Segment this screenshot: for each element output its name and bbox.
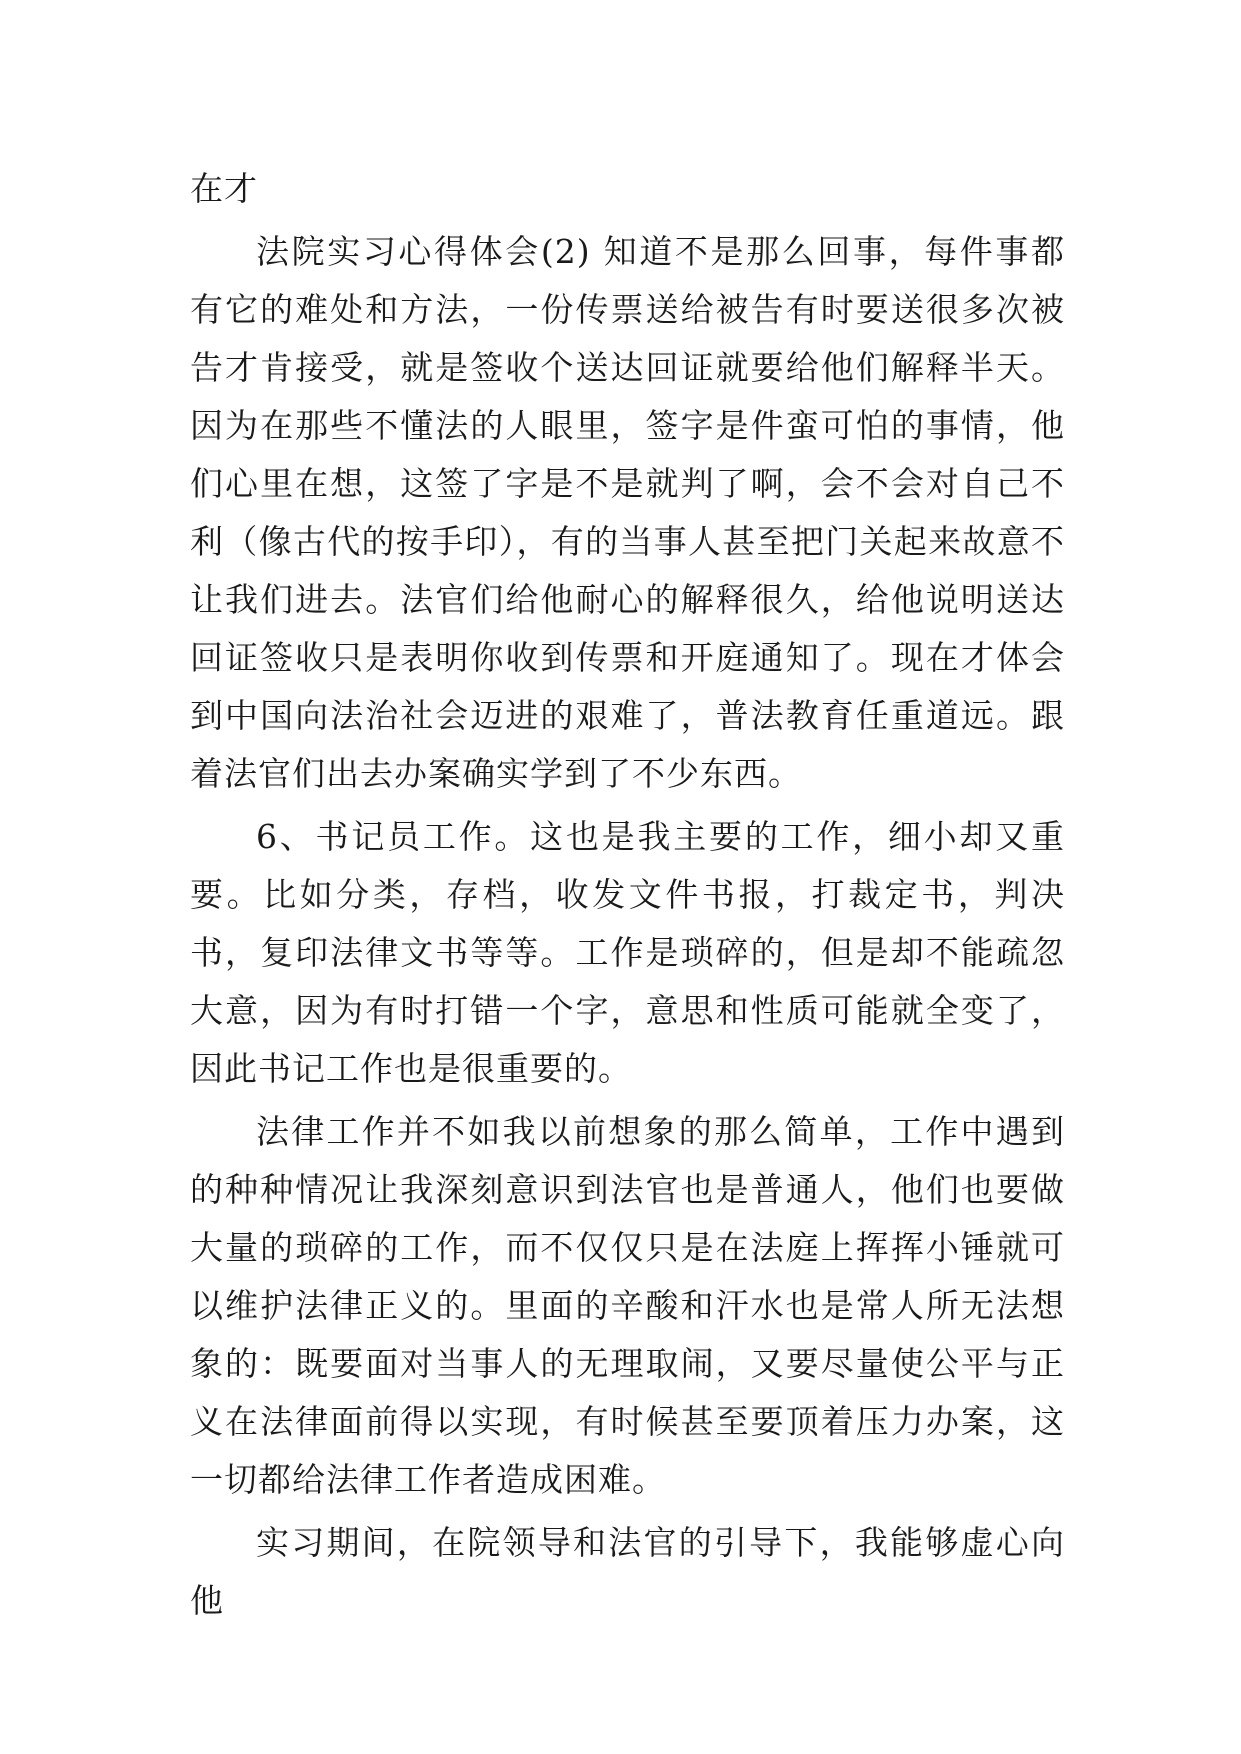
paragraph-clerk-work: 6、书记员工作。这也是我主要的工作，细小却又重要。比如分类，存档，收发文件书报，打裁定书，判决书，复印法律文书等等。工作是琐碎的，但是却不能疏忽大意，因为有时打错一个字，意思和性质可能就全变了，因此书记工作也是很重要的。 bbox=[190, 817, 1065, 1088]
document-body bbox=[190, 160, 1065, 1635]
paragraph-continuation: 在才 bbox=[190, 169, 258, 208]
paragraph-court-experience: 法院实习心得体会(2) 知道不是那么回事，每件事都有它的难处和方法，一份传票送给被告有时要送很多次被告才肯接受，就是签收个送达回证就要给他们解释半天。因为在那些不懂法的人眼里，签字是件蛮可怕的事情，他们心里在想，这签了字是不是就判了啊，会不会对自己不利（像古代的按手印），有的当事人甚至把门关起来故意不让我们进去。法官们给他耐心的解释很久，给他说明送达回证签收只是表明你收到传票和开庭通知了。现在才体会到中国向法治社会迈进的艰难了，普法教育任重道远。跟着法官们出去办案确实学到了不少东西。 bbox=[190, 232, 1065, 793]
paragraph-legal-work: 法律工作并不如我以前想象的那么简单，工作中遇到的种种情况让我深刻意识到法官也是普通人，他们也要做大量的琐碎的工作，而不仅仅只是在法庭上挥挥小锤就可以维护法律正义的。里面的辛酸和汗水也是常人所无法想象的：既要面对当事人的无理取闹，又要尽量使公平与正义在法律面前得以实现，有时候甚至要顶着压力办案，这一切都给法律工作者造成困难。 bbox=[190, 1112, 1065, 1499]
paragraph-internship: 实习期间，在院领导和法官的引导下，我能够虚心向他 bbox=[190, 1523, 1065, 1620]
